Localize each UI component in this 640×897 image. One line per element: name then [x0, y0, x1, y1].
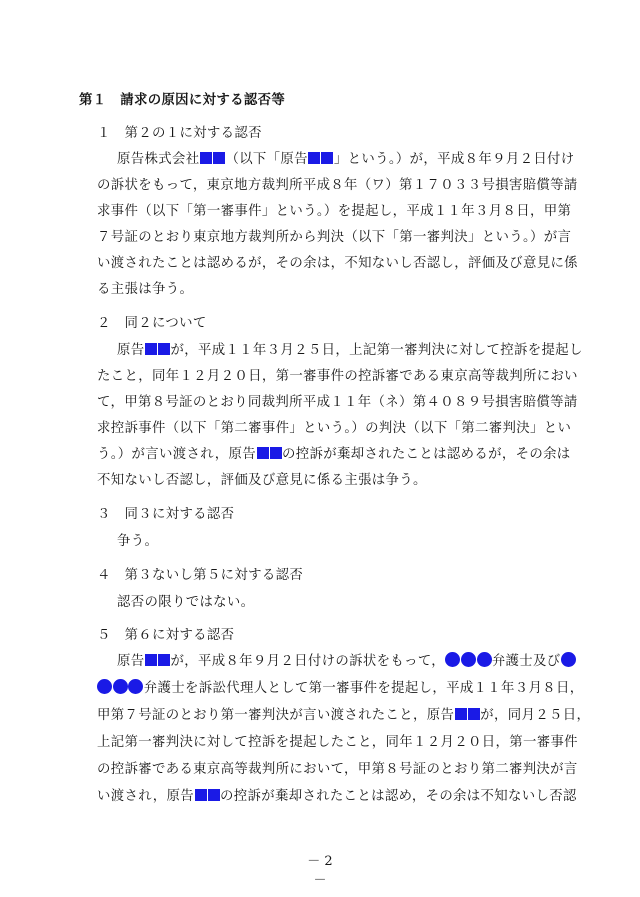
redaction-block [145, 654, 157, 666]
page-number: － 2 － [307, 854, 333, 888]
redaction-dot [461, 652, 476, 667]
redaction-dot [128, 679, 143, 694]
redaction-block [257, 447, 269, 459]
sec1-line1-c: 」という。）が，平成８年９月２日付け [333, 152, 575, 167]
sec2-line5 [97, 445, 571, 465]
sec5-line2-a: 弁護士を訴訟代理人として第一審事件を提起し，平成１１年３月８日， [143, 681, 584, 696]
sec2-line3: て，甲第８号証のとおり同裁判所平成１１年（ネ）第４０８９号損害賠償等請 [97, 395, 578, 410]
sec2-line1 [117, 341, 583, 361]
sec2-line2: たこと，同年１２月２０日，第一審事件の控訴審である東京高等裁判所におい [97, 369, 578, 384]
sec3-heading: ３ 同３に対する認否 [97, 507, 235, 522]
redaction-block [208, 789, 220, 801]
sec5-heading: ５ 第６に対する認否 [97, 628, 235, 643]
redaction-block [213, 152, 225, 164]
sec5-line5: の控訴審である東京高等裁判所において，甲第８号証のとおり第二審判決が言 [97, 762, 578, 777]
sec5-line3-b: が，同月２５日， [480, 708, 591, 723]
redaction-dot [97, 679, 112, 694]
sec2-line5-b: の控訴が棄却されたことは認めるが，その余は [282, 447, 571, 462]
redaction-block [468, 708, 480, 720]
sec1-heading: １ 第２の１に対する認否 [97, 126, 262, 141]
sec5-line1-a: 原告 [117, 654, 145, 669]
sec3-line1: 争う。 [117, 534, 159, 549]
sec5-line3-a: 甲第７号証のとおり第一審判決が言い渡されたこと，原告 [97, 708, 455, 723]
sec4-heading: ４ 第３ないし第５に対する認否 [97, 568, 304, 583]
sec5-line6 [97, 787, 577, 807]
sec2-line6: 不知ないし否認し，評価及び意見に係る主張は争う。 [97, 473, 427, 488]
sec1-line2: の訴状をもって，東京地方裁判所平成８年（ワ）第１７０３３号損害賠償等請 [97, 178, 578, 193]
section-heading-main: 第１ 請求の原因に対する認否等 [79, 93, 286, 108]
sec4-line1: 認否の限りではない。 [117, 595, 255, 610]
sec1-line1-a: 原告株式会社 [117, 152, 200, 167]
sec2-line5-a: う。）が言い渡され，原告 [97, 447, 256, 462]
redaction-block [270, 447, 282, 459]
redaction-block [158, 343, 170, 355]
sec5-line2 [97, 679, 583, 699]
redaction-block [321, 152, 333, 164]
redaction-block [195, 789, 207, 801]
sec1-line1-b: （以下「原告 [225, 152, 308, 167]
sec1-line1 [117, 150, 575, 170]
redaction-dot [113, 679, 128, 694]
redaction-block [455, 708, 467, 720]
sec2-line1-a: 原告 [117, 343, 145, 358]
sec1-line4: ７号証のとおり東京地方裁判所から判決（以下「第一審判決」という。）が言 [97, 230, 572, 245]
sec5-line1-b: が，平成８年９月２日付けの訴状をもって， [170, 654, 446, 669]
redaction-block [145, 343, 157, 355]
redaction-dot [561, 652, 576, 667]
sec2-heading: ２ 同２について [97, 316, 207, 331]
sec5-line3 [97, 706, 590, 726]
sec1-line6: る主張は争う。 [97, 282, 194, 297]
sec2-line4: 求控訴事件（以下「第二審事件」という。）の判決（以下「第二審判決」とい [97, 421, 572, 436]
sec1-line3: 求事件（以下「第一審事件」という。）を提起し，平成１１年３月８日，甲第 [97, 204, 572, 219]
redaction-block [308, 152, 320, 164]
redaction-dot [477, 652, 492, 667]
sec5-line1-c: 弁護士及び [491, 654, 561, 669]
sec1-line5: い渡されたことは認めるが，その余は，不知ないし否認し，評価及び意見に係 [97, 256, 578, 271]
sec2-line1-b: が，平成１１年３月２５日，上記第一審判決に対して控訴を提起し [170, 343, 583, 358]
redaction-block [158, 654, 170, 666]
sec5-line1 [117, 652, 576, 672]
redaction-block [200, 152, 212, 164]
sec5-line6-a: い渡され，原告 [97, 789, 194, 804]
redaction-dot [445, 652, 460, 667]
sec5-line6-b: の控訴が棄却されたことは認め，その余は不知ないし否認 [220, 789, 577, 804]
sec5-line4: 上記第一審判決に対して控訴を提起したこと，同年１２月２０日，第一審事件 [97, 735, 578, 750]
